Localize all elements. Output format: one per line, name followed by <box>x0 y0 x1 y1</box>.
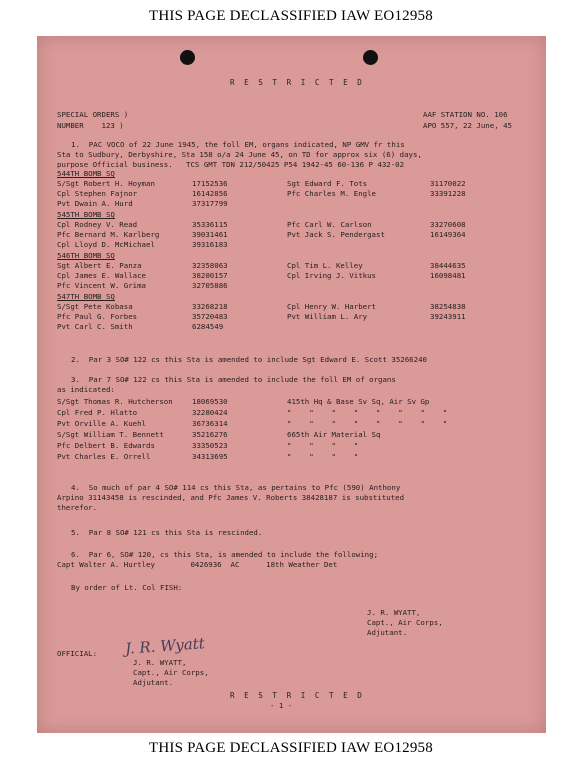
serial-number: 33350523 <box>192 441 228 450</box>
serial-number: 16149364 <box>430 230 466 239</box>
unit-name: 415th Hq & Base Sv Sq, Air Sv Gp <box>287 397 430 406</box>
serial-number: 33268218 <box>192 302 228 311</box>
personnel-name: S/Sgt Robert H. Hoyman <box>57 179 155 188</box>
personnel-name: S/Sgt Thomas R. Hutcherson <box>57 397 173 406</box>
personnel-name: Pvt Orville A. Kuehl <box>57 419 146 428</box>
serial-number: 6284549 <box>192 322 224 331</box>
personnel-name: Cpl Henry W. Harbert <box>287 302 376 311</box>
serial-number: 38200157 <box>192 271 228 280</box>
punch-hole <box>180 50 195 65</box>
serial-number: 39316183 <box>192 240 228 249</box>
special-orders-label: SPECIAL ORDERS ) <box>57 110 129 119</box>
paragraph-3: 3. Par 7 SO# 122 cs this Sta is amended to include the foll EM of organs <box>71 375 396 384</box>
paragraph-3-line-2: as indicated: <box>57 385 115 394</box>
official-signature-name: J. R. WYATT, <box>133 658 187 667</box>
personnel-name: Pfc Carl W. Carlson <box>287 220 372 229</box>
personnel-name: Pfc Paul G. Forbes <box>57 312 138 321</box>
paragraph-4-line-3: therefor. <box>57 503 98 512</box>
serial-number: 35216276 <box>192 430 228 439</box>
squadron-heading: 544TH BOMB SQ <box>57 169 115 178</box>
classification-header: R E S T R I C T E D <box>230 78 365 87</box>
personnel-name: Pvt Carl C. Smith <box>57 322 133 331</box>
paragraph-1: 1. PAC VOCO of 22 June 1945, the foll EM, organs indicated, NP GMV fr this <box>71 140 405 149</box>
serial-number: 39243911 <box>430 312 466 321</box>
handwritten-signature: J. R. Wyatt <box>124 634 206 658</box>
official-signature-role: Adjutant. <box>133 678 174 687</box>
personnel-name: S/Sgt Pete Kobasa <box>57 302 133 311</box>
paragraph-1-line-2: Sta to Sudbury, Derbyshire, Sta 158 o/a 24 June 45, on TD for approx six (6) days, <box>57 150 422 159</box>
serial-number: 16142856 <box>192 189 228 198</box>
serial-number: 37317799 <box>192 199 228 208</box>
personnel-name: Pfc Charles M. Engle <box>287 189 376 198</box>
official-label: OFFICIAL: <box>57 649 98 658</box>
serial-number: 32280424 <box>192 408 228 417</box>
serial-number: 35336115 <box>192 220 228 229</box>
serial-number: 18069530 <box>192 397 228 406</box>
serial-number: 31170022 <box>430 179 466 188</box>
personnel-name: Pvt Charles E. Orrell <box>57 452 151 461</box>
paragraph-5: 5. Par 8 SO# 121 cs this Sta is rescinded. <box>71 528 263 537</box>
personnel-name: Pfc Bernard M. Karlberg <box>57 230 160 239</box>
personnel-name: Sgt Albert E. Panza <box>57 261 142 270</box>
paragraph-4-line-2: Arpino 31143458 is rescinded, and Pfc James V. Roberts 38428187 is substituted <box>57 493 405 502</box>
signature-title: Capt., Air Corps, <box>367 618 443 627</box>
serial-number: 36736314 <box>192 419 228 428</box>
serial-number: 39031461 <box>192 230 228 239</box>
signature-role: Adjutant. <box>367 628 408 637</box>
unit-name: 665th Air Material Sq <box>287 430 381 439</box>
serial-number: 35720483 <box>192 312 228 321</box>
squadron-heading: 545TH BOMB SQ <box>57 210 115 219</box>
squadron-heading: 547TH BOMB SQ <box>57 292 115 301</box>
punch-hole <box>363 50 378 65</box>
paragraph-1-line-3: purpose Official business. TCS GMT TDN 212/50425 P54 1942-45 60-136 P 432-02 <box>57 160 405 169</box>
declassified-banner-bottom: THIS PAGE DECLASSIFIED IAW EO12958 <box>149 740 433 756</box>
personnel-name: Pvt Jack S. Pendergast <box>287 230 385 239</box>
unit-name: " " " " " " " " <box>287 419 448 428</box>
serial-number: 32705886 <box>192 281 228 290</box>
personnel-name: Pvt Dwain A. Hurd <box>57 199 133 208</box>
order-authority: By order of Lt. Col FISH: <box>71 583 183 592</box>
serial-number: 38254838 <box>430 302 466 311</box>
personnel-name: Pfc Vincent W. Grima <box>57 281 146 290</box>
personnel-name: Cpl Lloyd D. McMichael <box>57 240 155 249</box>
signature-name: J. R. WYATT, <box>367 608 421 617</box>
squadron-heading: 546TH BOMB SQ <box>57 251 115 260</box>
personnel-name: Pfc Delbert B. Edwards <box>57 441 155 450</box>
personnel-name: Cpl James E. Wallace <box>57 271 146 280</box>
personnel-name: Sgt Edward F. Tots <box>287 179 368 188</box>
personnel-name: Cpl Rodney V. Read <box>57 220 138 229</box>
personnel-name: Cpl Tim L. Kelley <box>287 261 363 270</box>
serial-number: 33391228 <box>430 189 466 198</box>
paragraph-6: 6. Par 6, SO# 120, cs this Sta, is amended to include the following; <box>71 550 379 559</box>
personnel-name: Cpl Stephen Fajnor <box>57 189 138 198</box>
unit-name: " " " " <box>287 452 359 461</box>
paragraph-4: 4. So much of par 4 SO# 114 cs this Sta, as pertains to Pfc (590) Anthony <box>71 483 401 492</box>
station-date: APO 557, 22 June, 45 <box>423 121 512 130</box>
serial-number: 38444635 <box>430 261 466 270</box>
serial-number: 17152536 <box>192 179 228 188</box>
unit-name: " " " " " " " " <box>287 408 448 417</box>
station-name: AAF STATION NO. 106 <box>423 110 508 119</box>
unit-name: " " " " <box>287 441 359 450</box>
personnel-name: S/Sgt William T. Bennett <box>57 430 164 439</box>
page-number: - 1 - <box>270 701 293 710</box>
order-number: NUMBER 123 ) <box>57 121 124 130</box>
serial-number: 32358063 <box>192 261 228 270</box>
serial-number: 33270608 <box>430 220 466 229</box>
personnel-name: Pvt William L. Ary <box>287 312 368 321</box>
document-page <box>37 36 546 733</box>
classification-footer: R E S T R I C T E D <box>230 691 365 700</box>
declassified-banner-top: THIS PAGE DECLASSIFIED IAW EO12958 <box>149 8 433 24</box>
serial-number: 16098481 <box>430 271 466 280</box>
paragraph-2: 2. Par 3 SO# 122 cs this Sta is amended to include Sgt Edward E. Scott 35266240 <box>71 355 427 364</box>
personnel-name: Cpl Irving J. Vitkus <box>287 271 376 280</box>
paragraph-6-line-2: Capt Walter A. Hurtley 0426936 AC 18th Weather Det <box>57 560 338 569</box>
serial-number: 34313695 <box>192 452 228 461</box>
official-signature-title: Capt., Air Corps, <box>133 668 209 677</box>
personnel-name: Cpl Fred P. Hlatto <box>57 408 138 417</box>
